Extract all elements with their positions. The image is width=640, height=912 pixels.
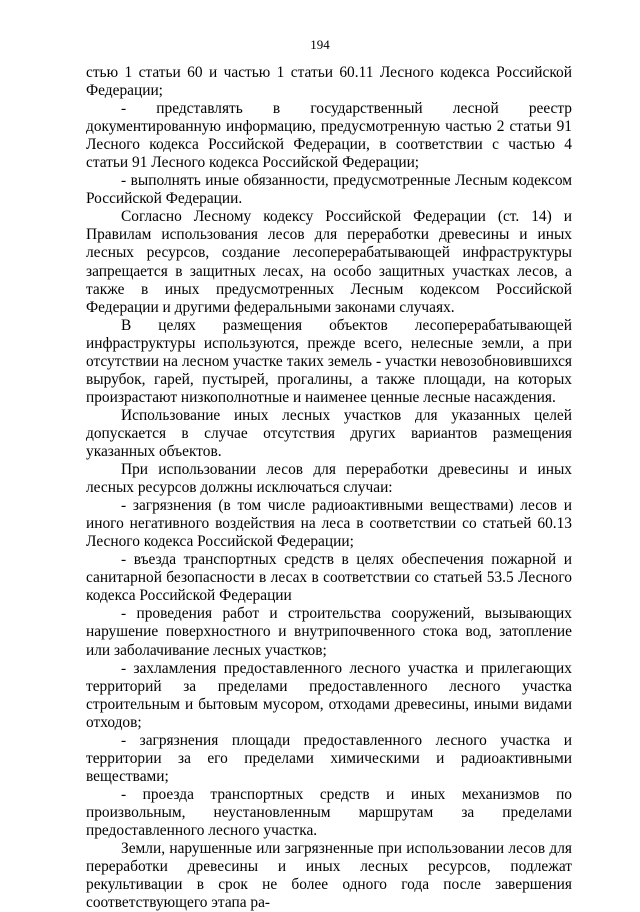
- paragraph: Земли, нарушенные или загрязненные при использовании лесов для переработки древесины и иных лесных ресурсов, подлежат рекультивации в срок не более одного года после завершения соответствующего этапа ра-: [86, 840, 572, 912]
- list-item: - выполнять иные обязанности, предусмотренные Лесным кодексом Российской Федерации.: [86, 172, 572, 208]
- page-number: 194: [310, 37, 330, 52]
- paragraph: Использование иных лесных участков для указанных целей допускается в случае отсутствия других вариантов размещения указанных объектов.: [86, 406, 572, 460]
- body-text: [86, 64, 572, 912]
- list-item: - въезда транспортных средств в целях обеспечения пожарной и санитарной безопасности в лесах в соответствии со статьей 53.5 Лесного кодекса Российской Федерации: [86, 551, 572, 605]
- paragraph: При использовании лесов для переработки древесины и иных лесных ресурсов должны исключаться случаи:: [86, 461, 572, 497]
- list-item: - загрязнения площади предоставленного лесного участка и территории за его пределами химическими и радиоактивными веществами;: [86, 731, 572, 785]
- list-item: - представлять в государственный лесной реестр документированную информацию, предусмотренную частью 2 статьи 91 Лесного кодекса Российской Федерации, в соответствии с частью 4 статьи 91 Лесного кодекса Российской Федерации;: [86, 100, 572, 172]
- paragraph-continuation: стью 1 статьи 60 и частью 1 статьи 60.11 Лесного кодекса Российской Федерации;: [86, 64, 572, 100]
- paragraph: Согласно Лесному кодексу Российской Федерации (ст. 14) и Правилам использования лесов для переработки древесины и иных лесных ресурсов, создание лесоперерабатывающей инфраструктуры запрещается в защитных лесах, на особо защитных участках лесов, а также в иных предусмотренных Лесным кодексом Российской Федерации и другими федеральными законами случаях.: [86, 208, 572, 316]
- list-item: - загрязнения (в том числе радиоактивными веществами) лесов и иного негативного воздействия на леса в соответствии со статьей 60.13 Лесного кодекса Российской Федерации;: [86, 497, 572, 551]
- paragraph: В целях размещения объектов лесоперерабатывающей инфраструктуры используются, прежде всего, нелесные земли, а при отсутствии на лесном участке таких земель - участки невозобновившихся вырубок, гарей, пустырей, прогалины, а также площади, на которых произрастают низкополнотные и наименее ценные лесные насаждения.: [86, 316, 572, 406]
- list-item: - проведения работ и строительства сооружений, вызывающих нарушение поверхностного и внутрипочвенного стока вод, затопление или заболачивание лесных участков;: [86, 605, 572, 659]
- list-item: - проезда транспортных средств и иных механизмов по произвольным, неустановленным маршрутам за пределами предоставленного лесного участка.: [86, 785, 572, 839]
- list-item: - захламления предоставленного лесного участка и прилегающих территорий за пределами предоставленного лесного участка строительным и бытовым мусором, отходами древесины, иными видами отходов;: [86, 659, 572, 731]
